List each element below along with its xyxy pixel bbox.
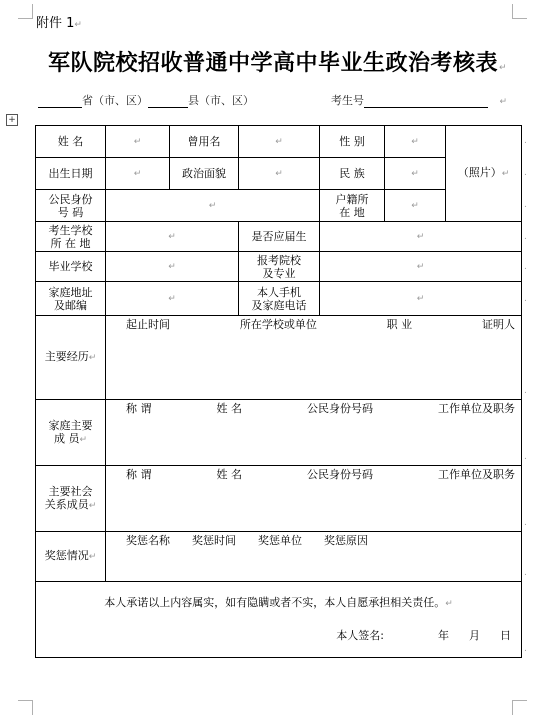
county-label: 县（市、区） <box>188 94 254 107</box>
row-end-mark: . <box>524 568 527 578</box>
signature-month: 月 <box>469 629 480 642</box>
page-corner-top-left <box>18 4 33 19</box>
row-end-mark: . <box>524 294 527 304</box>
exp-col-unit: 所在学校或单位 <box>239 318 317 331</box>
phone-value[interactable]: ↵ <box>320 282 522 316</box>
fresh-graduate-value[interactable]: ↵ <box>320 222 522 252</box>
award-col-reason: 奖惩原因 <box>324 534 368 547</box>
graduate-school-value[interactable]: ↵ <box>106 252 239 282</box>
row-end-mark: . <box>524 386 527 396</box>
row-end-mark: . <box>524 262 527 272</box>
name-value[interactable]: ↵ <box>106 126 170 158</box>
page-corner-bottom-left <box>18 700 33 715</box>
phone-label: 本人手机 及家庭电话 <box>239 282 320 316</box>
experience-headers <box>106 316 521 331</box>
soc-col-name: 姓 名 <box>216 468 242 481</box>
birth-value[interactable]: ↵ <box>106 158 170 190</box>
social-area[interactable] <box>106 466 522 532</box>
exp-col-witness: 证明人 <box>481 318 515 331</box>
row-graduate-school <box>36 252 522 282</box>
apply-value[interactable]: ↵ <box>320 252 522 282</box>
social-headers <box>106 466 521 481</box>
row-end-mark: . <box>524 644 527 654</box>
ethnic-label: 民 族 <box>320 158 385 190</box>
apply-label: 报考院校 及专业 <box>239 252 320 282</box>
photo-cell[interactable]: （照片）↵ <box>446 126 522 222</box>
experience-area[interactable] <box>106 316 522 400</box>
hukou-label: 户籍所 在 地 <box>320 190 385 222</box>
name-label: 姓 名 <box>36 126 106 158</box>
row-social <box>36 466 522 532</box>
row-end-mark: . <box>524 232 527 242</box>
fam-col-work: 工作单位及职务 <box>438 402 515 415</box>
row-end-mark: . <box>524 136 527 146</box>
award-col-name: 奖惩名称 <box>126 534 170 547</box>
award-col-unit: 奖惩单位 <box>258 534 302 547</box>
row-end-mark: . <box>524 518 527 528</box>
page-corner-bottom-right <box>512 700 527 715</box>
graduate-school-label: 毕业学校 <box>36 252 106 282</box>
awards-headers <box>106 532 521 547</box>
ethnic-value[interactable]: ↵ <box>385 158 446 190</box>
row-name <box>36 126 522 158</box>
signature-label: 本人签名: <box>336 629 384 642</box>
exp-col-period: 起止时间 <box>126 318 170 331</box>
political-review-form-table <box>35 125 522 658</box>
province-label: 省（市、区） <box>82 94 148 107</box>
id-label: 公民身份 号 码 <box>36 190 106 222</box>
county-blank[interactable] <box>148 95 188 108</box>
soc-col-work: 工作单位及职务 <box>438 468 515 481</box>
awards-area[interactable] <box>106 532 522 582</box>
attachment-label: 附件 1↵ <box>36 16 82 31</box>
page-corner-top-right <box>512 4 527 19</box>
experience-label: 主要经历↵ <box>36 316 106 400</box>
fam-col-name: 姓 名 <box>216 402 242 415</box>
politics-label: 政治面貌 <box>170 158 239 190</box>
exam-number-blank[interactable] <box>364 95 488 108</box>
exam-number-label: 考生号 <box>331 94 364 107</box>
home-address-value[interactable]: ↵ <box>106 282 239 316</box>
row-end-mark: . <box>524 452 527 462</box>
signature-day: 日 <box>500 629 511 642</box>
politics-value[interactable]: ↵ <box>239 158 320 190</box>
address-line: 省（市、区） 县（市、区） 考生号 ↵ <box>38 92 528 108</box>
birth-label: 出生日期 <box>36 158 106 190</box>
family-area[interactable] <box>106 400 522 466</box>
hukou-value[interactable]: ↵ <box>385 190 446 222</box>
pledge-text: 本人承诺以上内容属实，如有隐瞒或者不实，本人自愿承担相关责任。↵ <box>104 596 453 609</box>
row-end-mark: . <box>524 168 527 178</box>
former-name-label: 曾用名 <box>170 126 239 158</box>
row-awards <box>36 532 522 582</box>
row-family <box>36 400 522 466</box>
social-label: 主要社会 关系成员↵ <box>36 466 106 532</box>
pledge-cell[interactable] <box>36 582 522 658</box>
family-label: 家庭主要 成 员↵ <box>36 400 106 466</box>
awards-label: 奖惩情况↵ <box>36 532 106 582</box>
id-value[interactable]: ↵ <box>106 190 320 222</box>
row-pledge <box>36 582 522 658</box>
row-end-mark: . <box>524 200 527 210</box>
home-address-label: 家庭地址 及邮编 <box>36 282 106 316</box>
gender-value[interactable]: ↵ <box>385 126 446 158</box>
fam-col-id: 公民身份号码 <box>307 402 373 415</box>
form-title: 军队院校招收普通中学高中毕业生政治考核表↵ <box>47 50 508 76</box>
school-location-value[interactable]: ↵ <box>106 222 239 252</box>
row-home-address <box>36 282 522 316</box>
fresh-graduate-label: 是否应届生 <box>239 222 320 252</box>
soc-col-id: 公民身份号码 <box>307 468 373 481</box>
row-school-location <box>36 222 522 252</box>
signature-year: 年 <box>438 629 449 642</box>
signature-line <box>36 611 521 648</box>
award-col-time: 奖惩时间 <box>192 534 236 547</box>
soc-col-relation: 称 谓 <box>126 468 152 481</box>
row-experience <box>36 316 522 400</box>
exp-col-occupation: 职 业 <box>386 318 413 331</box>
table-move-handle-icon[interactable]: + <box>6 114 18 126</box>
school-location-label: 考生学校 所 在 地 <box>36 222 106 252</box>
family-headers <box>106 400 521 415</box>
province-blank[interactable] <box>38 95 82 108</box>
fam-col-relation: 称 谓 <box>126 402 152 415</box>
gender-label: 性 别 <box>320 126 385 158</box>
former-name-value[interactable]: ↵ <box>239 126 320 158</box>
